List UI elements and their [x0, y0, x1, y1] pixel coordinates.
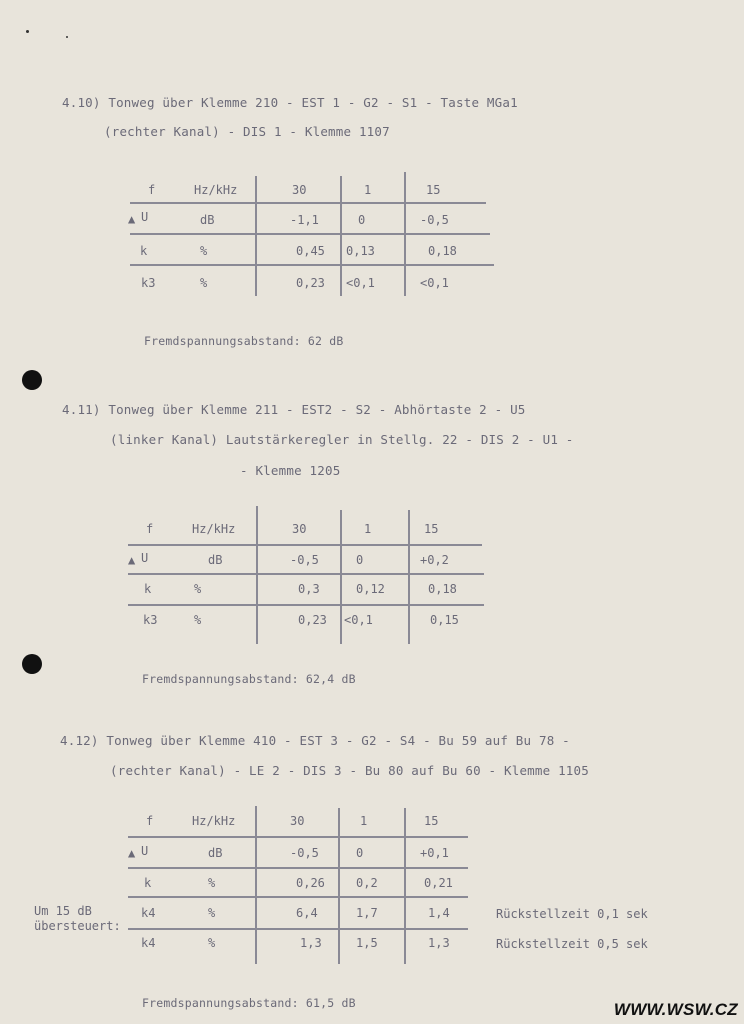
- cell-1: 0: [358, 213, 366, 227]
- row-unit: %: [208, 906, 216, 920]
- section-4-10-subheading: (rechter Kanal) - DIS 1 - Klemme 1107: [104, 124, 390, 139]
- row-unit: %: [208, 936, 216, 950]
- cell-15: 1,4: [428, 906, 450, 920]
- section-4-11-subheading: (linker Kanal) Lautstärkeregler in Stellg. 22 - DIS 2 - U1 -: [110, 432, 574, 447]
- header-1: 1: [364, 522, 372, 536]
- header-f: f: [146, 814, 154, 828]
- ink-speck: [66, 36, 68, 38]
- cell-30: 0,23: [298, 613, 327, 627]
- header-unit: Hz/kHz: [192, 522, 236, 536]
- cell-15: 0,18: [428, 244, 457, 258]
- cell-1: 0: [356, 846, 364, 860]
- cell-30: 0,26: [296, 876, 325, 890]
- cell-1: 1,5: [356, 936, 378, 950]
- row-symbol: k3: [141, 276, 156, 290]
- row-unit: %: [208, 876, 216, 890]
- row-symbol: U: [141, 844, 149, 858]
- header-1: 1: [364, 183, 372, 197]
- cell-15: 0,21: [424, 876, 453, 890]
- reset-time-note: Rückstellzeit 0,1 sek: [496, 907, 648, 921]
- cell-30: -0,5: [290, 846, 319, 860]
- row-symbol: k: [144, 582, 152, 596]
- cell-15: -0,5: [420, 213, 449, 227]
- section-4-12-fremd: Fremdspannungsabstand: 61,5 dB: [142, 996, 356, 1010]
- punch-hole-bottom: [22, 654, 42, 674]
- cell-1: 0,13: [346, 244, 375, 258]
- side-note-line-2: übersteuert:: [34, 919, 121, 933]
- header-1: 1: [360, 814, 368, 828]
- side-note: [34, 904, 121, 934]
- header-30: 30: [292, 183, 307, 197]
- header-f: f: [148, 183, 156, 197]
- cell-1: <0,1: [346, 276, 375, 290]
- cell-15: +0,2: [420, 553, 449, 567]
- punch-hole-top: [22, 370, 42, 390]
- section-4-10-fremd: Fremdspannungsabstand: 62 dB: [144, 334, 344, 348]
- side-note-line-1: Um 15 dB: [34, 904, 92, 918]
- cell-15: 0,15: [430, 613, 459, 627]
- cell-15: 0,18: [428, 582, 457, 596]
- row-symbol: k4: [141, 906, 156, 920]
- cell-30: 6,4: [296, 906, 318, 920]
- header-unit: Hz/kHz: [192, 814, 236, 828]
- section-4-11-subheading-2: - Klemme 1205: [240, 463, 341, 478]
- row-unit: dB: [200, 213, 215, 227]
- section-4-11-heading: 4.11) Tonweg über Klemme 211 - EST2 - S2 - Abhörtaste 2 - U5: [62, 402, 526, 417]
- cell-30: 0,45: [296, 244, 325, 258]
- row-unit: dB: [208, 553, 223, 567]
- cell-15: <0,1: [420, 276, 449, 290]
- delta-icon: ▲: [128, 212, 136, 226]
- row-unit: %: [200, 276, 208, 290]
- cell-30: -0,5: [290, 553, 319, 567]
- row-unit: dB: [208, 846, 223, 860]
- cell-15: 1,3: [428, 936, 450, 950]
- ink-speck: [26, 30, 29, 33]
- cell-1: 0,12: [356, 582, 385, 596]
- row-symbol: U: [141, 551, 149, 565]
- header-30: 30: [290, 814, 305, 828]
- header-15: 15: [424, 814, 439, 828]
- row-symbol: k3: [143, 613, 158, 627]
- cell-30: 0,23: [296, 276, 325, 290]
- cell-15: +0,1: [420, 846, 449, 860]
- watermark: WWW.WSW.CZ: [613, 1000, 738, 1019]
- row-unit: %: [200, 244, 208, 258]
- delta-icon: ▲: [128, 553, 136, 567]
- cell-30: 1,3: [300, 936, 322, 950]
- header-30: 30: [292, 522, 307, 536]
- section-4-12-subheading: (rechter Kanal) - LE 2 - DIS 3 - Bu 80 auf Bu 60 - Klemme 1105: [110, 763, 589, 778]
- row-symbol: k4: [141, 936, 156, 950]
- cell-1: 0: [356, 553, 364, 567]
- cell-1: 1,7: [356, 906, 378, 920]
- row-symbol: k: [140, 244, 148, 258]
- section-4-11-fremd: Fremdspannungsabstand: 62,4 dB: [142, 672, 356, 686]
- row-symbol: U: [141, 210, 149, 224]
- row-unit: %: [194, 582, 202, 596]
- row-unit: %: [194, 613, 202, 627]
- cell-1: 0,2: [356, 876, 378, 890]
- reset-time-note: Rückstellzeit 0,5 sek: [496, 937, 648, 951]
- header-15: 15: [424, 522, 439, 536]
- header-unit: Hz/kHz: [194, 183, 238, 197]
- cell-30: 0,3: [298, 582, 320, 596]
- cell-30: -1,1: [290, 213, 319, 227]
- cell-1: <0,1: [344, 613, 373, 627]
- section-4-10-heading: 4.10) Tonweg über Klemme 210 - EST 1 - G2 - S1 - Taste MGa1: [62, 95, 518, 110]
- header-f: f: [146, 522, 154, 536]
- delta-icon: ▲: [128, 846, 136, 860]
- row-symbol: k: [144, 876, 152, 890]
- header-15: 15: [426, 183, 441, 197]
- section-4-12-heading: 4.12) Tonweg über Klemme 410 - EST 3 - G2 - S4 - Bu 59 auf Bu 78 -: [60, 733, 570, 748]
